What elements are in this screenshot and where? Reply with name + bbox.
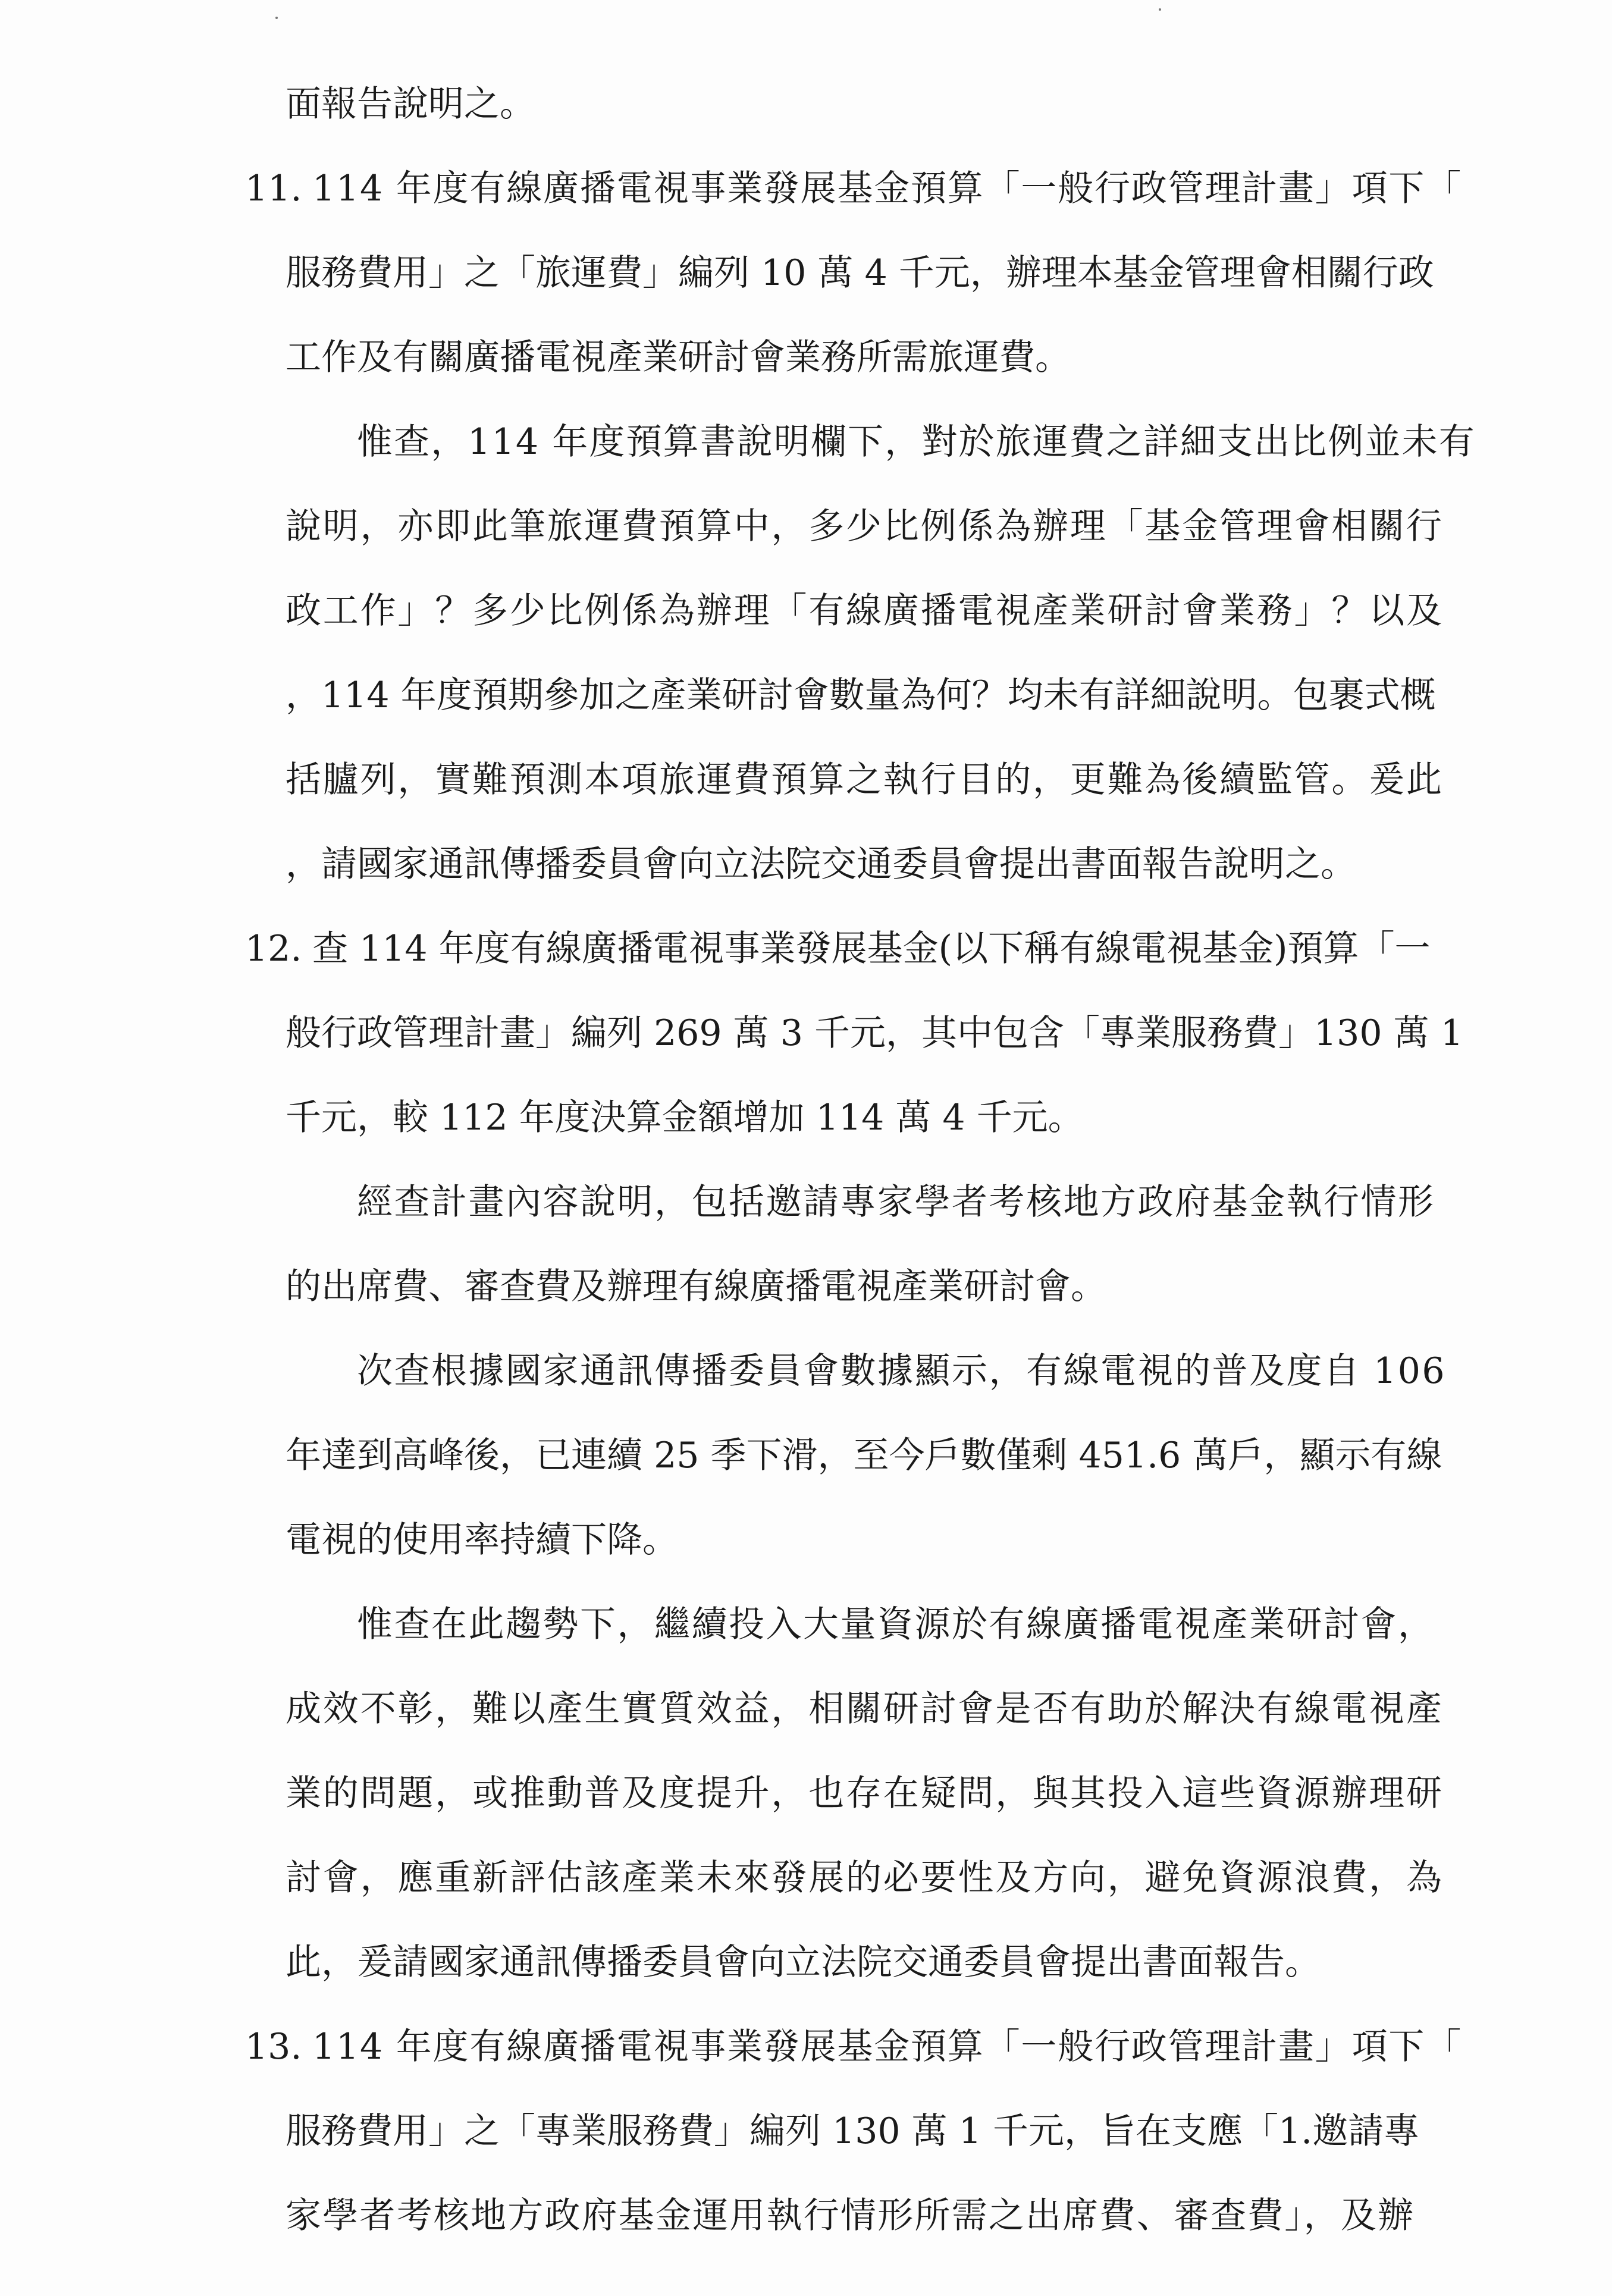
item-13-number: 13. <box>245 2026 302 2068</box>
item-12-line: 千元，較 112 年度決算金額增加 114 萬 4 千元。 <box>286 1097 1084 1138</box>
item-12-line: 經查計畫內容說明，包括邀請專家學者考核地方政府基金執行情形 <box>357 1181 1435 1223</box>
item-11-line: ，114 年度預期參加之產業研討會數量為何？均未有詳細說明。包裹式概 <box>286 675 1436 716</box>
item-12-line: 業的問題，或推動普及度提升，也存在疑問，與其投入這些資源辦理研 <box>286 1773 1444 1814</box>
item-12-line: 次查根據國家通訊傳播委員會數據顯示，有線電視的普及度自 106 <box>357 1350 1447 1392</box>
item-11-line: 說明，亦即此筆旅運費預算中，多少比例係為辦理「基金管理會相關行 <box>286 506 1444 547</box>
scan-speck <box>1159 8 1161 11</box>
item-12-line: 查 114 年度有線廣播電視事業發展基金(以下稱有線電視基金)預算「一 <box>312 928 1431 970</box>
scan-speck <box>275 17 278 19</box>
item-11-line: 惟查，114 年度預算書說明欄下，對於旅運費之詳細支出比例並未有 <box>357 421 1476 463</box>
item-12-line: 此，爰請國家通訊傳播委員會向立法院交通委員會提出書面報告。 <box>286 1941 1321 1983</box>
item-13-line: 114 年度有線廣播電視事業發展基金預算「一般行政管理計畫」項下「 <box>312 2026 1462 2068</box>
item-11-number: 11. <box>245 168 302 209</box>
item-12-line: 年達到高峰後，已連續 25 季下滑，至今戶數僅剩 451.6 萬戶，顯示有線 <box>286 1435 1442 1476</box>
item-12-number: 12. <box>245 928 302 970</box>
item-13-line: 服務費用」之「專業服務費」編列 130 萬 1 千元，旨在支應「1.邀請專 <box>286 2110 1420 2152</box>
item-12-line: 惟查在此趨勢下，繼續投入大量資源於有線廣播電視產業研討會， <box>357 1604 1435 1645</box>
item-13-line: 家學者考核地方政府基金運用執行情形所需之出席費、審查費」，及辦 <box>286 2195 1415 2237</box>
item-11-line: 114 年度有線廣播電視事業發展基金預算「一般行政管理計畫」項下「 <box>312 168 1462 209</box>
item-11-line: 服務費用」之「旅運費」編列 10 萬 4 千元，辦理本基金管理會相關行政 <box>286 252 1434 294</box>
item-12-line: 般行政管理計畫」編列 269 萬 3 千元，其中包含「專業服務費」130 萬 1 <box>286 1012 1463 1054</box>
continuation-line: 面報告說明之。 <box>286 83 535 125</box>
item-11-line: 工作及有關廣播電視產業研討會業務所需旅運費。 <box>286 337 1071 378</box>
item-12-line: 成效不彰，難以產生實質效益，相關研討會是否有助於解決有線電視產 <box>286 1688 1444 1730</box>
item-12-line: 的出席費、審查費及辦理有線廣播電視產業研討會。 <box>286 1266 1106 1307</box>
item-12-line: 討會，應重新評估該產業未來發展的必要性及方向，避免資源浪費，為 <box>286 1857 1444 1899</box>
item-11-line: 括臚列，實難預測本項旅運費預算之執行目的，更難為後續監管。爰此 <box>286 759 1444 801</box>
item-12-line: 電視的使用率持續下降。 <box>286 1519 678 1561</box>
item-11-line: ，請國家通訊傳播委員會向立法院交通委員會提出書面報告說明之。 <box>286 843 1356 885</box>
item-11-line: 政工作」？多少比例係為辦理「有線廣播電視產業研討會業務」？以及 <box>286 590 1444 632</box>
